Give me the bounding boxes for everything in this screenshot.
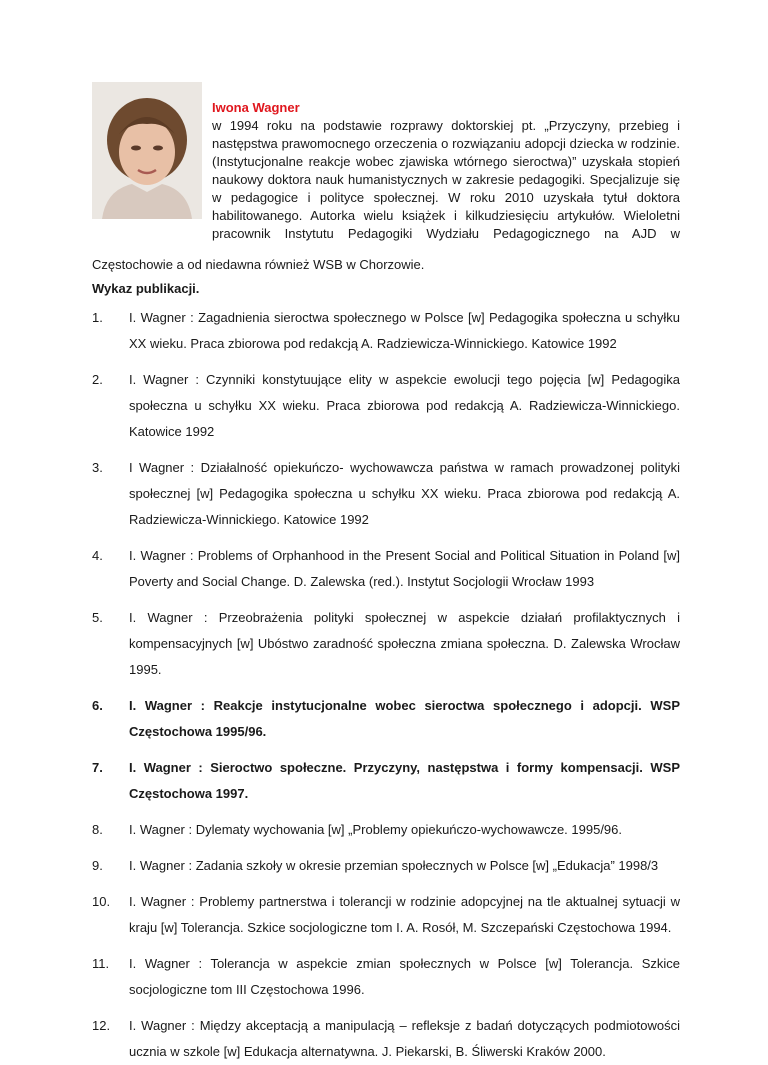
bio-tail: Częstochowie a od niedawna również WSB w Chorzowie. <box>92 257 425 272</box>
publication-text: I. Wagner : Problems of Orphanhood in the Present Social and Political Situation in Poland [w] Poverty and Social Change. D. Zalewska (red.). Instytut Socjologii Wrocław 1993 <box>129 548 680 589</box>
author-photo <box>92 82 202 219</box>
publication-text: I Wagner : Działalność opiekuńczo- wychowawcza państwa w ramach prowadzonej polityki społecznej [w] Pedagogika społeczna u schyłku XX wieku. Praca zbiorowa pod redakcją A. Radziewicza-Winnickiego. Katowice 1992 <box>129 460 680 527</box>
publication-item <box>92 367 680 445</box>
publication-item <box>92 951 680 1003</box>
publication-item <box>92 605 680 683</box>
publication-text: I. Wagner : Reakcje instytucjonalne wobec sieroctwa społecznego i adopcji. WSP Częstochowa 1995/96. <box>129 698 680 739</box>
publication-number: 6. <box>92 698 103 713</box>
publication-number: 4. <box>92 548 103 563</box>
publication-text: I. Wagner : Zadania szkoły w okresie przemian społecznych w Polsce [w] „Edukacja” 1998/3 <box>129 858 659 873</box>
publication-number: 3. <box>92 460 103 475</box>
publication-number: 7. <box>92 760 103 775</box>
publication-text: I. Wagner : Czynniki konstytuujące elity w aspekcie ewolucji tego pojęcia [w] Pedagogika społeczna u schyłku XX wieku. Praca zbiorowa pod redakcją A. Radziewicza-Winnickiego. Katowice 1992 <box>129 372 680 439</box>
bio-line: w pedagogice i polityce społecznej. W roku 2010 uzyskała tytuł doktora <box>212 190 680 205</box>
publication-text: I. Wagner : Przeobrażenia polityki społecznej w aspekcie działań profilaktycznych i kompensacyjnych [w] Ubóstwo zaradność społeczna zmiana społeczna. D. Zalewska Wrocław 1995. <box>129 610 680 677</box>
author-name: Iwona Wagner <box>212 100 300 115</box>
publication-number: 1. <box>92 310 103 325</box>
bio-line: pracownik Instytutu Pedagogiki Wydziału Pedagogicznego na AJD w <box>212 226 680 241</box>
portrait-image <box>92 82 202 219</box>
publication-text: I. Wagner : Tolerancja w aspekcie zmian społecznych w Polsce [w] Tolerancja. Szkice socjologiczne tom III Częstochowa 1996. <box>129 956 680 997</box>
author-bio <box>212 99 680 243</box>
publication-number: 2. <box>92 372 103 387</box>
publication-text: I. Wagner : Dylematy wychowania [w] „Problemy opiekuńczo-wychowawcze. 1995/96. <box>129 822 623 837</box>
publication-text: I. Wagner : Sieroctwo społeczne. Przyczyny, następstwa i formy kompensacji. WSP Częstochowa 1997. <box>129 760 680 801</box>
publication-number: 5. <box>92 610 103 625</box>
publication-number: 8. <box>92 822 103 837</box>
bio-line: habilitowanego. Autorka wielu książek i kilkudziesięciu artykułów. Wieloletni <box>212 208 680 223</box>
publication-number: 12. <box>92 1018 111 1033</box>
publication-item <box>92 305 680 357</box>
bio-line: naukowy doktora nauk humanistycznych w zakresie pedagogiki. Specjalizuje się <box>212 172 680 187</box>
publication-item <box>92 889 680 941</box>
bio-line: (Instytucjonalne reakcje wobec zjawiska wtórnego sieroctwa)” uzyskała stopień <box>212 154 680 169</box>
publication-item <box>92 1013 680 1065</box>
publication-item <box>92 817 680 843</box>
publication-number: 11. <box>92 956 110 971</box>
publication-text: I. Wagner : Między akceptacją a manipulacją – refleksje z badań dotyczących podmiotowości ucznia w szkole [w] Edukacja alternatywna. J. Piekarski, B. Śliwerski Kraków 2000. <box>129 1018 680 1059</box>
publication-number: 10. <box>92 894 111 909</box>
bio-line: w 1994 roku na podstawie rozprawy doktorskiej pt. „Przyczyny, przebieg i <box>212 118 680 133</box>
publication-text: I. Wagner : Zagadnienia sieroctwa społecznego w Polsce [w] Pedagogika społeczna u schyłku XX wieku. Praca zbiorowa pod redakcją A. Radziewicza-Winnickiego. Katowice 1992 <box>129 310 680 351</box>
publication-item <box>92 853 680 879</box>
publications-heading: Wykaz publikacji. <box>92 281 200 296</box>
publications-list <box>92 305 680 1065</box>
publication-item <box>92 455 680 533</box>
publication-text: I. Wagner : Problemy partnerstwa i tolerancji w rodzinie adopcyjnej na tle aktualnej sytuacji w kraju [w] Tolerancja. Szkice socjologiczne tom I. A. Rosół, M. Szczepański Częstochowa 1994. <box>129 894 680 935</box>
publication-item <box>92 755 680 807</box>
publication-number: 9. <box>92 858 103 873</box>
publication-item <box>92 693 680 745</box>
publication-item <box>92 543 680 595</box>
bio-line: następstwa prawomocnego orzeczenia o rozwiązaniu adopcji dziecka w rodzinie. <box>212 136 680 151</box>
